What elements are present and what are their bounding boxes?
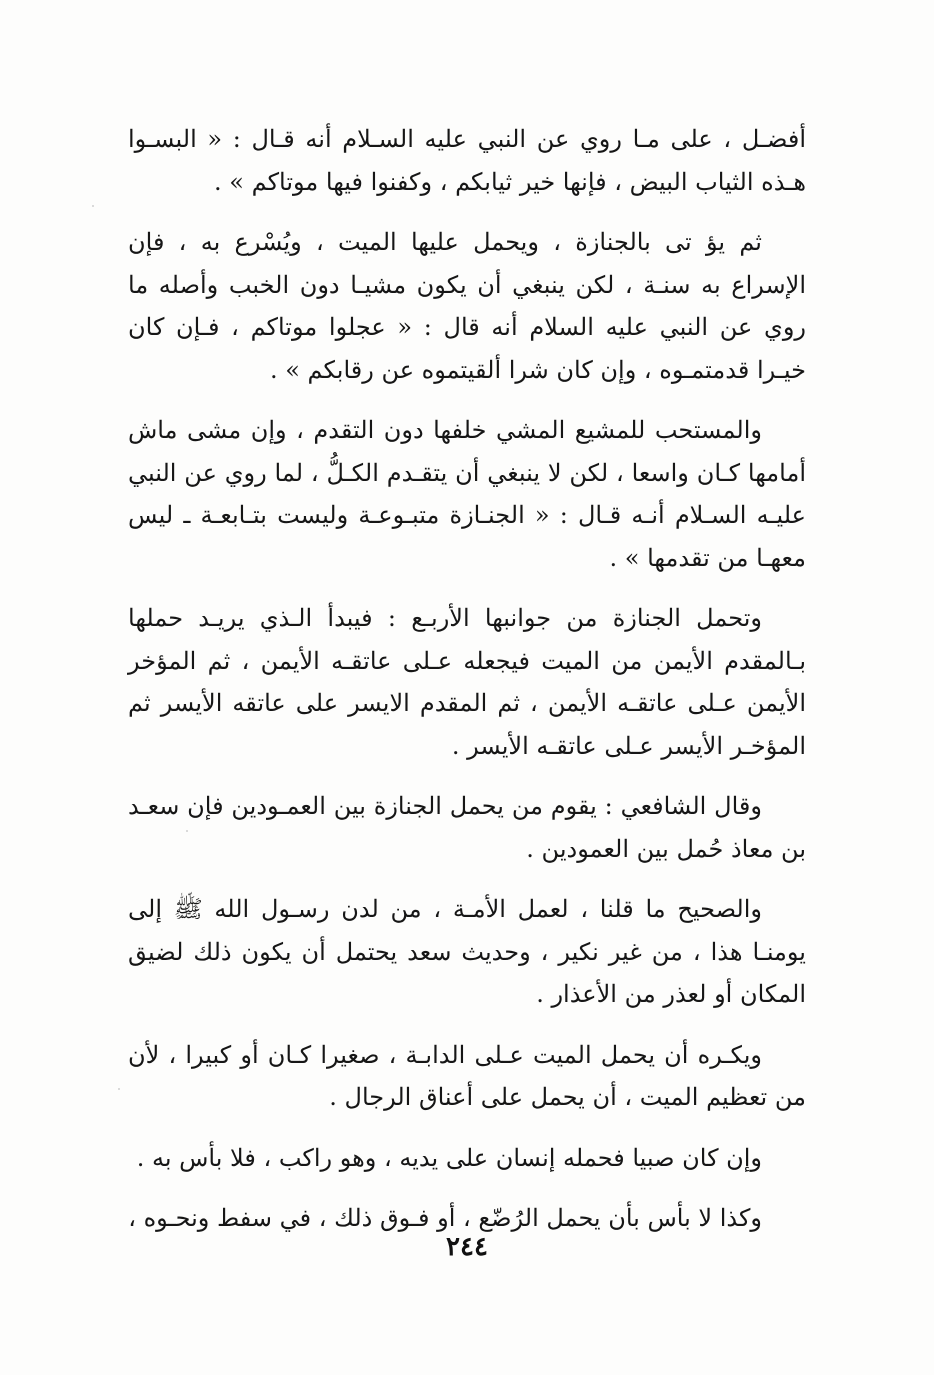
paragraph-5: وقال الشافعي : يقوم من يحمل الجنازة بين العمـودين فإن سعـد بن معاذ حُمل بين العمودين .: [128, 792, 806, 863]
paragraph-1: أفضـل ، على مـا روي عن النبي عليه السـلام أنه قـال : « البسـوا هـذه الثياب البيض ، فإنها خير ثيابكم ، وكفنوا فيها موتاكم » .: [128, 125, 806, 196]
scan-speck: [186, 830, 188, 832]
paragraph-2: ثم يؤ تى بالجنازة ، ويحمل عليها الميت ، ويُسْرع به ، فإن الإسراع به سنـة ، لكن ينبغي أن يكون مشيـا دون الخبب وأصله ما روي عن النبي عليه السلام أنه قال : « عجلوا موتاكم ، فـإن كان خيـرا قدمتمـوه ، وإن كان شرا ألقيتموه عن رقابكم » .: [128, 228, 806, 384]
paragraph-9: وكذا لا بأس بأن يحمل الرُضّع ، أو فـوق ذلك ، في سفط ونحـوه ،: [128, 1204, 762, 1232]
paragraph-8: وإن كان صبيا فحمله إنسان على يديه ، وهو راكب ، فلا بأس به .: [136, 1143, 762, 1172]
scan-speck: [118, 1088, 120, 1090]
paragraph-3: والمستحب للمشيع المشي خلفها دون التقدم ، وإن مشى ماش أمامها كـان واسعا ، لكن لا ينبغي أن يتقـدم الكـلُّ ، لما روي عن النبي عليـه السـلام أنـه قـال : « الجنـازة متبـوعـة وليست بتـابعـة ـ ليس معهـا من تقدمها » .: [128, 416, 806, 572]
paragraph-7: ويكـره أن يحمل الميت عـلى الدابـة ، صغيرا كـان أو كبيرا ، لأن من تعظيم الميت ، أن يحمل على أعناق الرجال .: [128, 1040, 806, 1111]
page-number: ٢٤٤: [446, 1232, 488, 1262]
paragraph-4: وتحمل الجنازة من جوانبها الأربـع : فيبدأ الـذي يريـد حملها بـالمقدم الأيمن من الميت فيجعله عـلى عاتقـه الأيمن ، ثم المؤخر الأيمن عـلى عاتقـه الأيمن ، ثم المقدم الايسر على عاتقه الأيسر ثم المؤخـر الأيسر عـلى عاتقـه الأيسر .: [128, 604, 806, 760]
page-body-text: [128, 118, 806, 1258]
paragraph-6: والصحيح ما قلنا ، لعمل الأمـة ، من لدن رسـول الله ﷺ إلى يومنـا هذا ، من غير نكير ، وحديث سعد يحتمل أن يكون ذلك لضيق المكان أو لعذر من الأعذار .: [128, 895, 806, 1008]
scan-speck: [92, 205, 94, 207]
